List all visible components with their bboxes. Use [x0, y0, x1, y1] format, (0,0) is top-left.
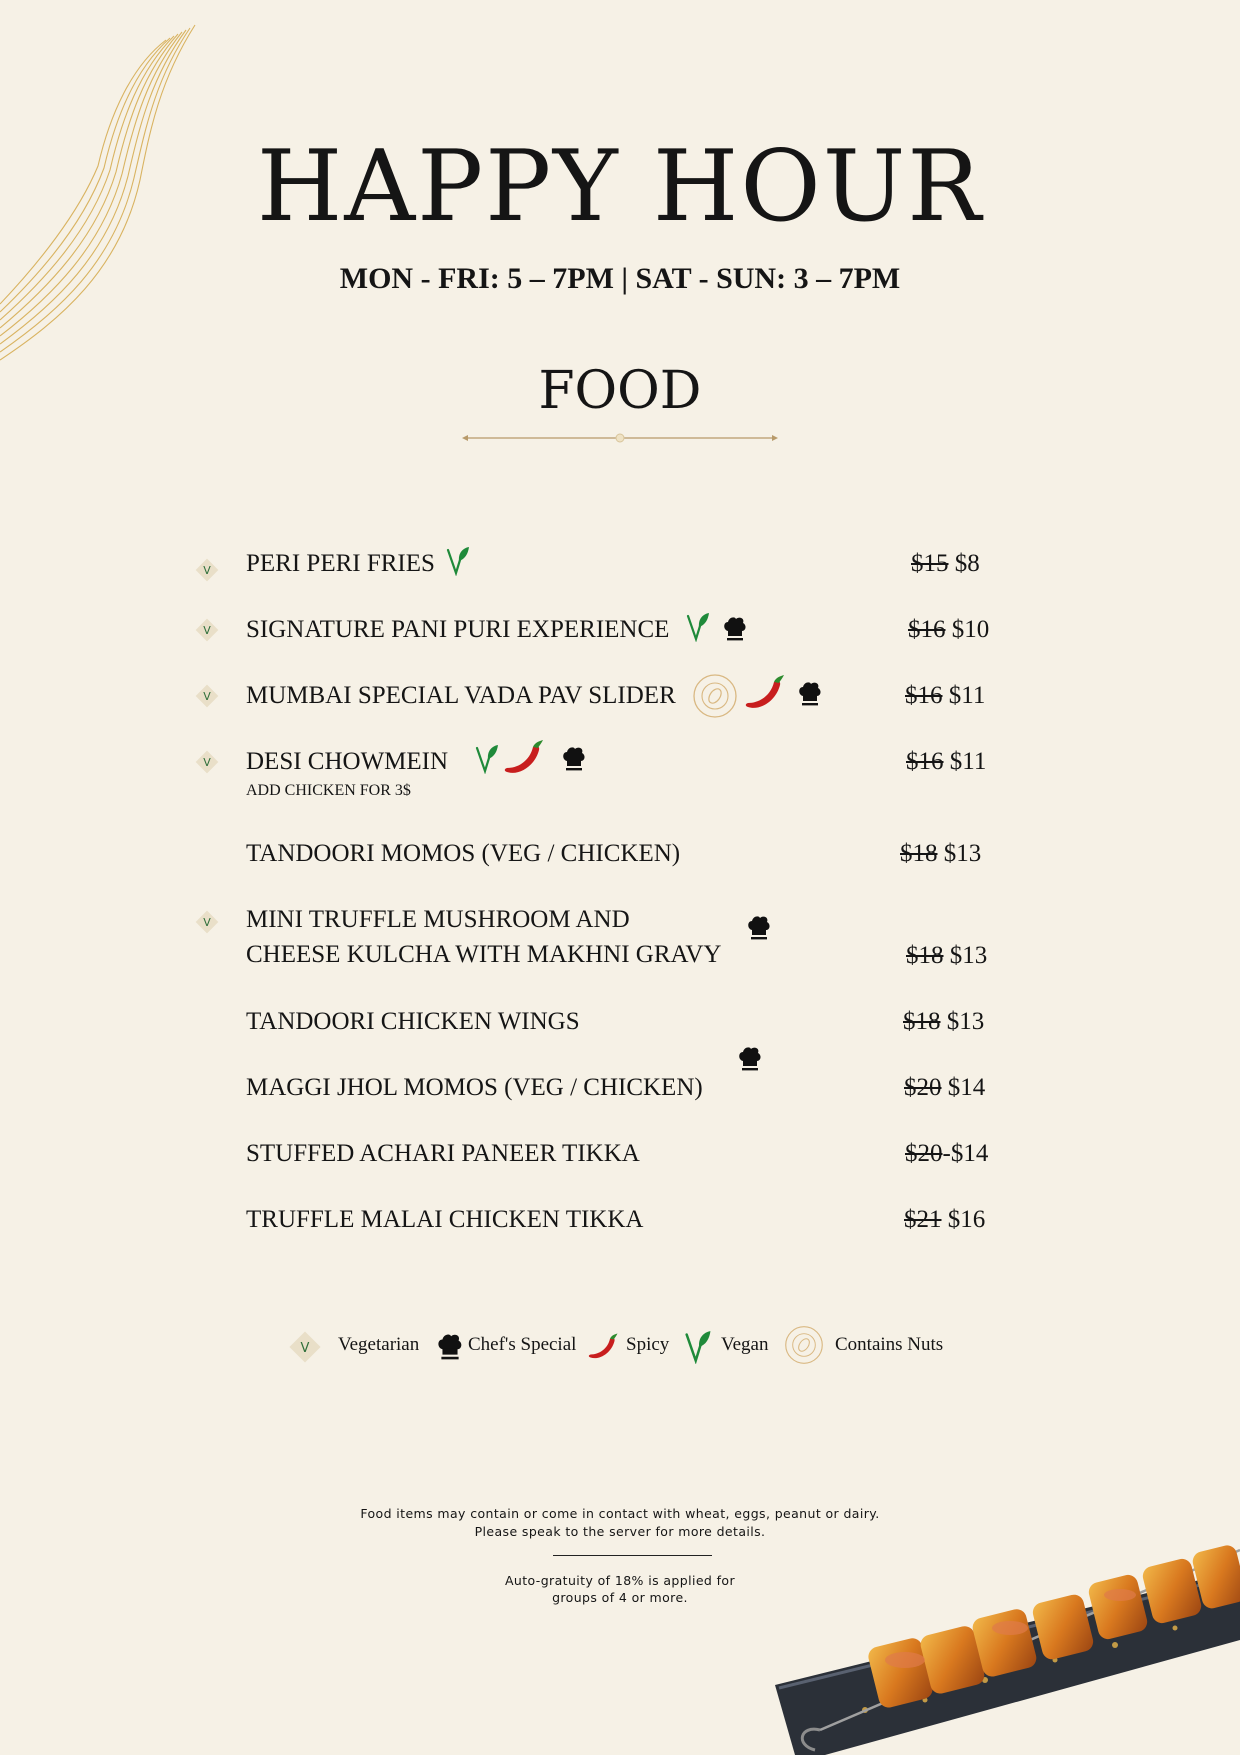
original-price: $15 — [911, 550, 949, 577]
menu-item-name: TANDOORI MOMOS (VEG / CHICKEN) — [246, 840, 681, 867]
happy-hour-price: $8 — [954, 550, 980, 577]
menu-item-name: DESI CHOWMEIN — [246, 748, 449, 775]
vegetarian-badge-icon — [194, 557, 220, 583]
menu-item-name: STUFFED ACHARI PANEER TIKKA — [246, 1140, 640, 1167]
spicy-icon — [744, 673, 788, 713]
happy-hour-price: $13 — [949, 942, 988, 969]
happy-hour-price: $13 — [946, 1008, 985, 1035]
original-price: $16 — [908, 616, 946, 643]
menu-item-name-line-2: CHEESE KULCHA WITH MAKHNI GRAVY — [246, 941, 722, 968]
original-price: $18 — [900, 840, 938, 867]
menu-item-price — [900, 840, 981, 868]
chefs-special-icon — [798, 680, 822, 706]
happy-hour-price: -$14 — [942, 1140, 989, 1167]
original-price: $16 — [905, 682, 943, 709]
svg-text:V: V — [203, 564, 211, 577]
menu-item-name-line-1: MINI TRUFFLE MUSHROOM AND — [246, 906, 630, 933]
vegetarian-badge-icon — [194, 683, 220, 709]
happy-hour-price: $16 — [947, 1206, 986, 1233]
menu-item-note: ADD CHICKEN FOR 3$ — [246, 782, 411, 799]
svg-text:V: V — [203, 690, 211, 703]
vegan-icon — [446, 546, 470, 576]
icon-legend — [0, 1322, 1240, 1372]
menu-item-price — [905, 1140, 988, 1168]
menu-item-price — [905, 682, 985, 710]
chefs-special-icon — [437, 1332, 463, 1360]
paneer-tikka-photo — [775, 1510, 1240, 1755]
menu-item-price — [903, 1008, 984, 1036]
happy-hour-price: $10 — [951, 616, 990, 643]
menu-item-name: TANDOORI CHICKEN WINGS — [246, 1008, 580, 1035]
original-price: $20 — [904, 1074, 942, 1101]
footer-divider — [553, 1555, 712, 1556]
chefs-special-icon — [723, 615, 747, 641]
menu-item-name: TRUFFLE MALAI CHICKEN TIKKA — [246, 1206, 644, 1233]
legend-label-spicy: Spicy — [626, 1334, 670, 1355]
chefs-special-icon — [747, 914, 771, 940]
contains-nuts-icon — [784, 1325, 824, 1365]
original-price: $16 — [906, 748, 944, 775]
menu-item-price — [904, 1206, 985, 1234]
vegan-icon — [684, 1330, 712, 1364]
gratuity-notice-line-1: Auto-gratuity of 18% is applied for — [504, 1573, 736, 1588]
menu-item-price — [906, 942, 987, 970]
menu-item-name: PERI PERI FRIES — [246, 550, 435, 577]
happy-hour-price: $11 — [948, 682, 986, 709]
legend-label-vegetarian: Vegetarian — [338, 1334, 420, 1355]
chefs-special-icon — [562, 745, 586, 771]
happy-hour-times: MON - FRI: 5 – 7PM | SAT - SUN: 3 – 7PM — [339, 262, 901, 295]
legend-label-chefs-special: Chef's Special — [468, 1334, 577, 1355]
gratuity-notice-line-2: groups of 4 or more. — [552, 1590, 688, 1605]
svg-text:V: V — [203, 624, 211, 637]
original-price: $20 — [905, 1140, 943, 1167]
menu-item-name: SIGNATURE PANI PURI EXPERIENCE — [246, 616, 670, 643]
menu-item-name: MAGGI JHOL MOMOS (VEG / CHICKEN) — [246, 1074, 703, 1101]
vegetarian-badge-icon — [194, 617, 220, 643]
vegetarian-badge-icon — [287, 1329, 323, 1365]
vegetarian-badge-icon — [194, 909, 220, 935]
menu-item-price — [904, 1074, 985, 1102]
happy-hour-price: $11 — [949, 748, 987, 775]
spicy-icon — [503, 738, 547, 778]
svg-text:V: V — [203, 756, 211, 769]
original-price: $18 — [903, 1008, 941, 1035]
menu-item-name: MUMBAI SPECIAL VADA PAV SLIDER — [246, 682, 676, 709]
spicy-icon — [587, 1332, 621, 1362]
menu-item-price — [908, 616, 989, 644]
page-title: HAPPY HOUR — [256, 130, 984, 244]
original-price: $21 — [904, 1206, 942, 1233]
vegan-icon — [475, 744, 499, 774]
chefs-special-icon — [738, 1045, 762, 1071]
happy-hour-price: $14 — [947, 1074, 986, 1101]
section-title-food: FOOD — [538, 361, 702, 421]
allergen-notice-line-2: Please speak to the server for more details. — [474, 1524, 766, 1539]
vegetarian-badge-icon — [194, 749, 220, 775]
happy-hour-price: $13 — [943, 840, 982, 867]
vegan-icon — [686, 612, 710, 642]
menu-item-price — [906, 748, 986, 776]
contains-nuts-icon — [692, 673, 738, 719]
menu-item-price — [911, 550, 980, 578]
legend-label-contains-nuts: Contains Nuts — [835, 1334, 944, 1355]
svg-text:V: V — [300, 1341, 310, 1356]
allergen-notice-line-1: Food items may contain or come in contact with wheat, eggs, peanut or dairy. — [360, 1506, 880, 1521]
original-price: $18 — [906, 942, 944, 969]
svg-text:V: V — [203, 916, 211, 929]
legend-label-vegan: Vegan — [721, 1334, 769, 1355]
